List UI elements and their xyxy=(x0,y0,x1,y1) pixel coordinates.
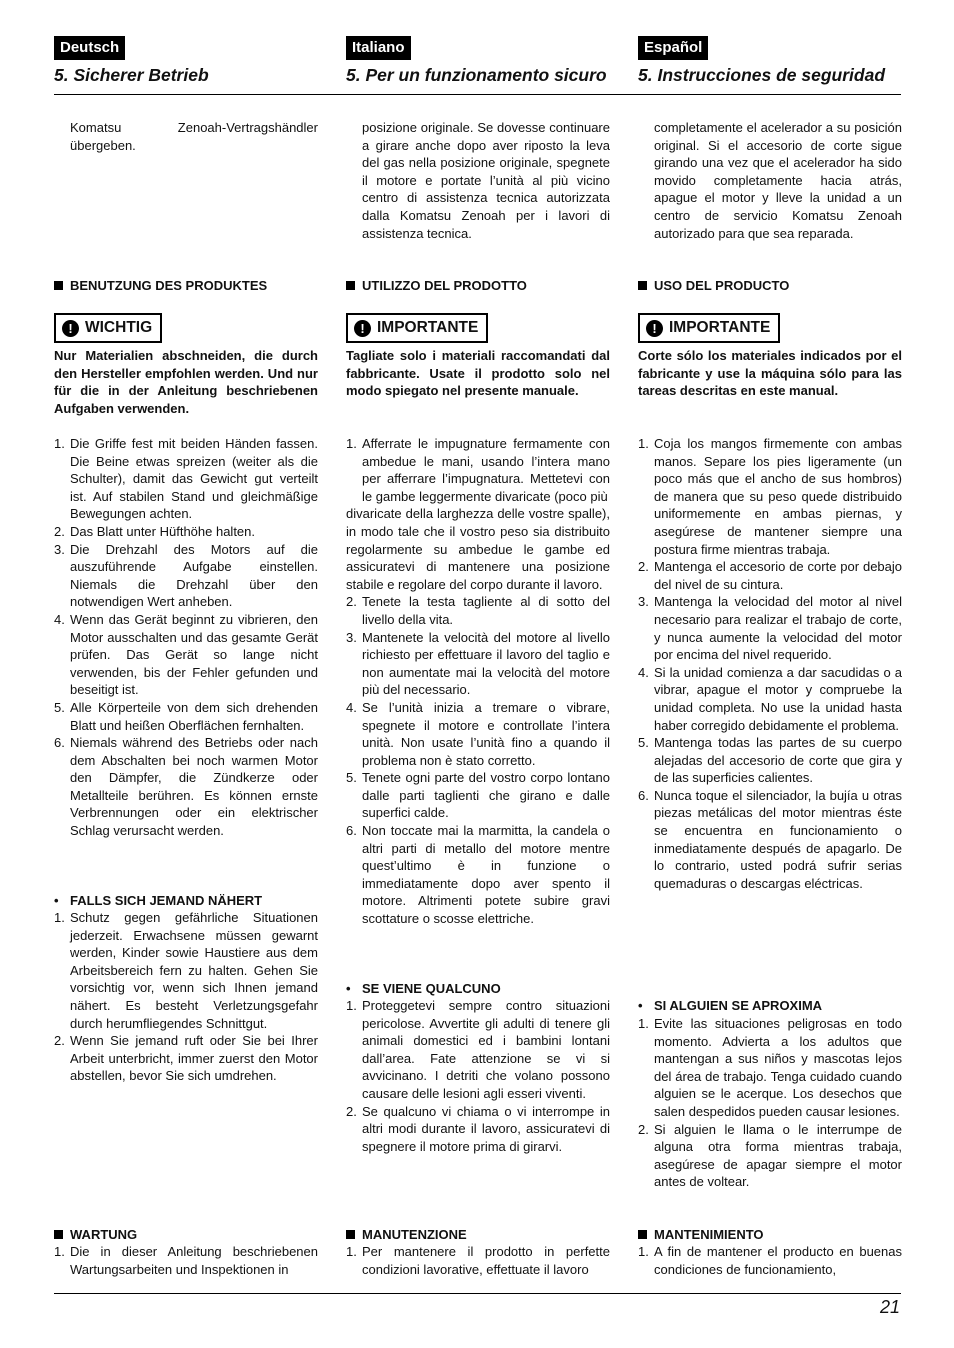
language-tab-de: Deutsch xyxy=(54,36,125,60)
list-item: 1. Schutz gegen gefährliche Situationen jederzeit. Erwachsene müssen gewarnt werden, Kinder sowie Haustiere aus dem Arbeitsbereich fern zu halten. Gehen Sie vorsichtig vor, wenn sich Ihnen jemand nähert. Es besteht Verletzungsgefahr durch herumfliegendes Schnittgut. xyxy=(54,910,318,1031)
list-item: 2. Se qualcuno vi chiama o vi interrompe in altri modi durante il lavoro, assicuratevi di spegnere il motore prima di girarvi. xyxy=(346,1103,610,1154)
square-bullet-icon xyxy=(638,281,647,290)
list-item: 1. A fin de mantener el producto en buenas condiciones de funcionamiento, xyxy=(638,1244,902,1277)
list-item: 4. Si la unidad comienza a dar sacudidas o a vibrar, apague el motor y compruebe la unidad completa. No use la unidad hasta haber corregido debidamente el problema. xyxy=(638,664,902,733)
de-approach-list xyxy=(54,909,318,1085)
de-heading-use: BENUTZUNG DES PRODUKTES xyxy=(54,277,318,294)
list-item: 1. Afferrate le impugnature fermamente con ambedue le mani, usando l’intera mano per afferrare l’impugnatura. Mettetevi con le gambe leggermente divaricate (poco più xyxy=(346,436,610,504)
list-item-continuation: divaricate della larghezza delle vostre spalle), in modo tale che il vostro peso sia distribuito regolarmente su ambedue le gambe ed assicuratevi di mantenere una posizione stabile e regolare del corpo durante il lavoro. xyxy=(346,506,610,592)
footer-rule xyxy=(54,1293,901,1294)
it-maint-list xyxy=(346,1243,610,1278)
it-warning-text: Tagliate solo i materiali raccomandati dal fabbricante. Usate il prodotto solo nel modo spiegato nel presente manuale. xyxy=(346,348,610,399)
de-heading-approach: • FALLS SICH JEMAND NÄHERT xyxy=(54,893,263,908)
it-warning-box: ! IMPORTANTE xyxy=(346,313,610,343)
de-warning-text: Nur Materialien abschneiden, die durch den Hersteller empfohlen werden. Und nur für die in der Anleitung beschriebenen Aufgaben verwenden. xyxy=(54,348,318,416)
de-warning-box: ! WICHTIG xyxy=(54,313,318,343)
section-title-es: 5. Instrucciones de seguridad xyxy=(638,65,886,85)
es-heading-use: USO DEL PRODUCTO xyxy=(638,277,902,294)
es-heading-maint: MANTENIMIENTO xyxy=(638,1226,902,1243)
square-bullet-icon xyxy=(54,281,63,290)
es-continuation: completamente el acelerador a su posición original. Si el accesorio de corte sigue girando una vez que el acelerador ha sido movido completamente hacia atrás, apague el motor y lleve la unidad a un centro de servicio Komatsu Zenoah autorizado para que sea reparada. xyxy=(654,120,902,241)
list-item: 2. Mantenga el accesorio de corte por debajo del nivel de su cintura. xyxy=(638,559,902,592)
es-use-list xyxy=(638,435,902,892)
de-heading-maint: WARTUNG xyxy=(54,1226,318,1243)
language-tab-es: Español xyxy=(638,36,708,60)
list-item: 1. Evite las situaciones peligrosas en todo momento. Advierta a los adultos que mantengan a sus niños y mascotas lejos del área de trabajo. Tenga cuidado cuando alguien se le acerque. Los desechos que salen despedidos pueden causar lesiones. xyxy=(638,1016,902,1119)
list-item: 3. Mantenete la velocità del motore al livello richiesto per effettuare il lavoro del taglio e non aumentate mai la velocità del motore più del necessario. xyxy=(346,629,610,698)
list-item: 1. Die Griffe fest mit beiden Händen fassen. Die Beine etwas spreizen (weiter als die Schulter), damit das Gewicht gut verteilt ist. Auf stabilen Stand und gleichmäßige Bewegungen achten. xyxy=(54,436,318,522)
es-heading-approach: • SI ALGUIEN SE APROXIMA xyxy=(638,998,823,1013)
section-title-it: 5. Per un funzionamento sicuro xyxy=(346,65,607,85)
list-item: 4. Wenn das Gerät beginnt zu vibrieren, den Motor ausschalten und das gesamte Gerät prüfen. Das Gerät so lange nicht verwenden, bis der Fehler gefunden und beseitigt ist. xyxy=(54,611,318,698)
exclamation-icon: ! xyxy=(62,320,79,337)
list-item: 5. Tenete ogni parte del vostro corpo lontano dalle parti taglienti che girano e dalle superfici calde. xyxy=(346,770,610,821)
it-continuation: posizione originale. Se dovesse continuare a girare anche dopo aver riposto la leva del gas nella posizione originale, spegnete il motore e portate l’unità al più vicino centro di assistenza tecnica autorizzata dalla Komatsu Zenoah per i lavori di assistenza tecnica. xyxy=(362,120,610,241)
list-item: 5. Alle Körperteile von dem sich drehenden Blatt und heißen Oberflächen fernhalten. xyxy=(54,699,318,733)
list-item: 1. Per mantenere il prodotto in perfette condizioni lavorative, effettuate il lavoro xyxy=(346,1244,610,1277)
exclamation-icon: ! xyxy=(646,320,663,337)
square-bullet-icon xyxy=(638,1230,647,1239)
column-header-it xyxy=(346,36,610,86)
square-bullet-icon xyxy=(54,1230,63,1239)
de-continuation: Komatsu Zenoah-Vertragshändler übergeben. xyxy=(70,120,318,153)
de-use-list xyxy=(54,435,318,840)
list-item: 2. Wenn Sie jemand ruft oder Sie bei Ihrer Arbeit unterbricht, immer zuerst den Motor abstellen, bevor Sie sich umdrehen. xyxy=(54,1033,318,1084)
list-item: 3. Die Drehzahl des Motors auf die auszuführende Aufgabe einstellen. Niemals die Drehzahl über den notwendigen Wert anheben. xyxy=(54,541,318,610)
list-item: 5. Mantenga todas las partes de su cuerpo alejadas del accesorio de corte que gira y de las superficies calientes. xyxy=(638,735,902,786)
list-item: 2. Tenete la testa tagliente al di sotto del livello della vita. xyxy=(346,594,610,627)
list-item: 3. Mantenga la velocidad del motor al nivel necesario para realizar el trabajo de corte, y nunca aumente la velocidad del motor por encima del nivel requerido. xyxy=(638,594,902,663)
language-tab-it: Italiano xyxy=(346,36,411,60)
list-item: 4. Se l’unità inizia a tremare o vibrare, spegnete il motore e controllate l’intera unità. Non usate l’unità fino a quando il problema non è stato corretto. xyxy=(346,699,610,768)
list-item: 1. Coja los mangos firmemente con ambas manos. Separe los pies ligeramente (un poco más que el ancho de sus hombros) de manera que su peso quede distribuido uniformemente en ambas piernas, y asegúrese de mantener siempre una postura firme mientras trabaja. xyxy=(638,436,902,557)
list-item: 6. Nunca toque el silenciador, la bujía u otras piezas metálicas del motor mientras éste se encuentra en funcionamiento o inmediatamente después de apagarlo. De lo contrario, usted podrá sufrir serias quemaduras o descargas eléctricas. xyxy=(638,787,902,891)
it-approach-list xyxy=(346,997,610,1155)
es-approach-list xyxy=(638,1015,902,1191)
de-maint-list xyxy=(54,1243,318,1278)
column-header-es xyxy=(638,36,902,86)
list-item: 1. Proteggetevi sempre contro situazioni pericolose. Avvertite gli adulti di tenere gli animali domestici ed i bambini lontani dall’area. Fate attenzione se vi si avvicinano. I detriti che volano possono causare delle lesioni agli esseri viventi. xyxy=(346,998,610,1101)
it-heading-use: UTILIZZO DEL PRODOTTO xyxy=(346,277,610,294)
it-use-list xyxy=(346,435,610,928)
es-warning-text: Corte sólo los materiales indicados por el fabricante y use la máquina sólo para las tareas descritas en este manual. xyxy=(638,348,902,399)
section-title-de: 5. Sicherer Betrieb xyxy=(54,65,209,85)
it-heading-maint: MANUTENZIONE xyxy=(346,1226,610,1243)
exclamation-icon: ! xyxy=(354,320,371,337)
es-maint-list xyxy=(638,1243,902,1278)
list-item: 1. Die in dieser Anleitung beschriebenen Wartungsarbeiten und Inspektionen in xyxy=(54,1244,318,1277)
square-bullet-icon xyxy=(346,281,355,290)
es-warning-box: ! IMPORTANTE xyxy=(638,313,902,343)
square-bullet-icon xyxy=(346,1230,355,1239)
header-rule xyxy=(54,94,901,95)
list-item: 6. Non toccate mai la marmitta, la candela o altri parti di metallo del motore mentre quest’ultimo è in funzione o immediatamente dopo aver spento il motore. Altrimenti potete subire gravi scottature o scosse elettriche. xyxy=(346,823,610,927)
it-heading-approach: • SE VIENE QUALCUNO xyxy=(346,981,501,996)
page-number: 21 xyxy=(879,1297,900,1317)
list-item: 6. Niemals während des Betriebs oder nach dem Abschalten bei noch warmen Motor den Dämpfer, die Zündkerze oder Metallteile berühren. Es können ernste Verbrennungen oder ein elektrischer Schlag verursacht werden. xyxy=(54,735,318,839)
column-header-de xyxy=(54,36,318,86)
list-item: 2. Das Blatt unter Hüfthöhe halten. xyxy=(54,523,256,539)
list-item: 2. Si alguien le llama o le interrumpe de alguna otra forma mientras trabaja, asegúrese de apagar siempre el motor antes de voltear. xyxy=(638,1121,902,1190)
